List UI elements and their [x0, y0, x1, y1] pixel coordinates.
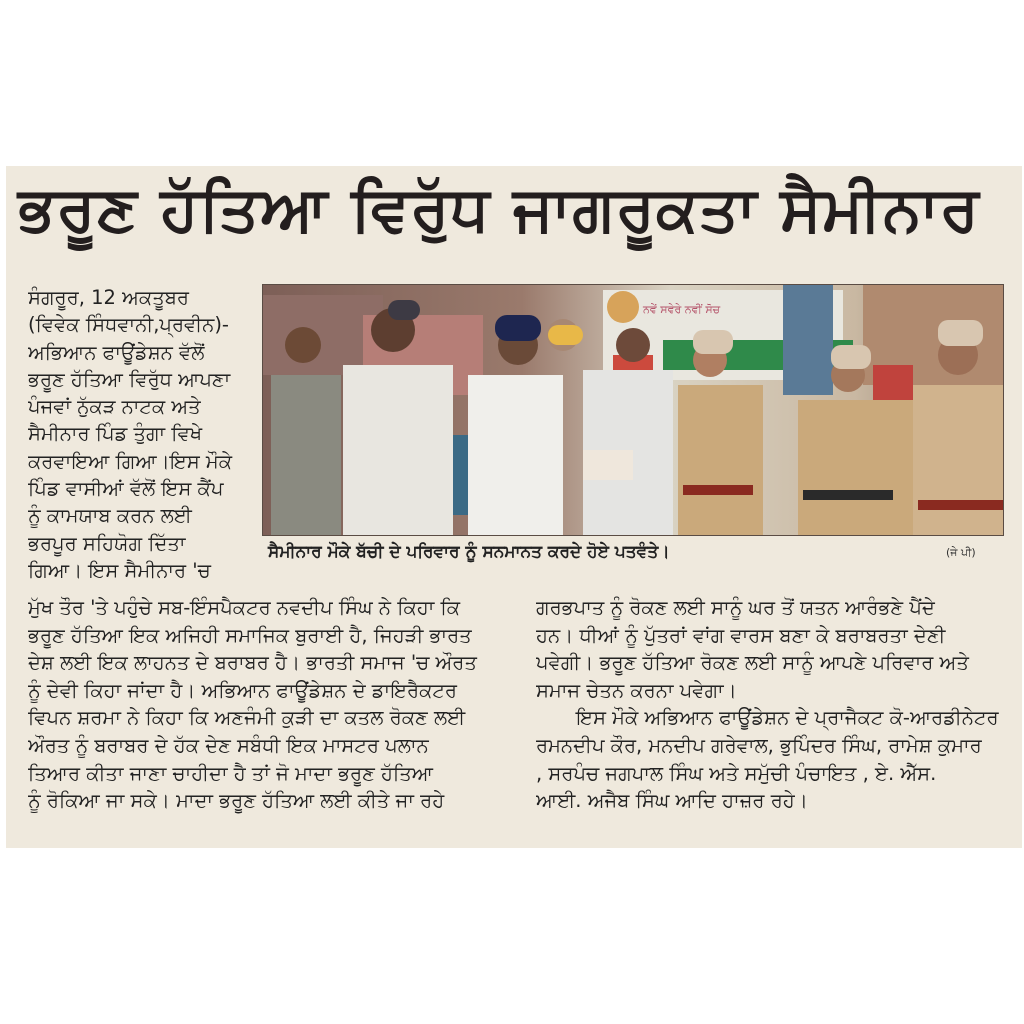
body-line: ਰਮਨਦੀਪ ਕੌਰ, ਮਨਦੀਪ ਗਰੇਵਾਲ, ਭੁਪਿੰਦਰ ਸਿੰਘ, ਰਾਮੇਸ਼ ਕੁਮਾਰ — [536, 733, 982, 757]
body-line: ਭਰੂਣ ਹੱਤਿਆ ਇਕ ਅਜਿਹੀ ਸਮਾਜਿਕ ਬੁਰਾਈ ਹੈ, ਜਿਹੜੀ ਭਾਰਤ — [28, 623, 472, 647]
lead-line: ਪੰਜਵਾਂ ਨੁੱਕੜ ਨਾਟਕ ਅਤੇ — [28, 395, 201, 419]
lead-line: ਨੂੰ ਕਾਮਯਾਬ ਕਰਨ ਲਈ — [28, 504, 192, 528]
lead-line: (ਵਿਵੇਕ ਸਿੰਧਵਾਨੀ,ਪ੍ਰਵੀਨ)- — [28, 313, 229, 337]
body-line: ਪਵੇਗੀ। ਭਰੂਣ ਹੱਤਿਆ ਰੋਕਣ ਲਈ ਸਾਨੂੰ ਆਪਣੇ ਪਰਿਵਾਰ ਅਤੇ — [536, 651, 969, 675]
lead-line: ਗਿਆ। ਇਸ ਸੈਮੀਨਾਰ 'ਚ — [28, 558, 211, 582]
newspaper-clipping — [6, 166, 1022, 848]
body-line: ਗਰਭਪਾਤ ਨੂੰ ਰੋਕਣ ਲਈ ਸਾਨੂੰ ਘਰ ਤੋਂ ਯਤਨ ਆਰੰਭਣੇ ਪੈਂਦੇ — [536, 596, 935, 619]
news-photo — [262, 284, 1004, 536]
lead-line: ਪਿੰਡ ਵਾਸੀਆਂ ਵੱਲੋਂ ਇਸ ਕੈਂਪ — [28, 477, 224, 501]
article-body-left — [28, 594, 508, 815]
lead-line: ਸੰਗਰੂਰ, 12 ਅਕਤੂਬਰ — [28, 286, 189, 309]
body-line: ਨੂੰ ਦੇਵੀ ਕਿਹਾ ਜਾਂਦਾ ਹੈ। ਅਭਿਆਨ ਫਾਊਂਡੇਸ਼ਨ ਦੇ ਡਾਇਰੈਕਟਰ — [28, 678, 457, 702]
body-line: ਹਨ। ਧੀਆਂ ਨੂੰ ਪੁੱਤਰਾਂ ਵਾਂਗ ਵਾਰਸ ਬਣਾ ਕੇ ਬਰਾਬਰਤਾ ਦੇਣੀ — [536, 623, 946, 647]
lead-line: ਸੈਮੀਨਾਰ ਪਿੰਡ ਤੁੰਗਾ ਵਿਖੇ — [28, 422, 203, 446]
body-line: ਸਮਾਜ ਚੇਤਨ ਕਰਨਾ ਪਵੇਗਾ। — [536, 678, 737, 702]
body-line: ਮੁੱਖ ਤੌਰ 'ਤੇ ਪਹੁੰਚੇ ਸਬ-ਇੰਸਪੈਕਟਰ ਨਵਦੀਪ ਸਿੰਘ ਨੇ ਕਿਹਾ ਕਿ — [28, 596, 461, 619]
article-lead-column — [28, 284, 258, 584]
lead-line: ਭਰਪੂਰ ਸਹਿਯੋਗ ਦਿੱਤਾ — [28, 531, 186, 555]
banner-text: ਨਵੇਂ ਸਵੇਰੇ ਨਵੀਂ ਸੋਚ — [643, 303, 721, 316]
body-line: ਇਸ ਮੌਕੇ ਅਭਿਆਨ ਫਾਊਂਡੇਸ਼ਨ ਦੇ ਪ੍ਰਾਜੈਕਟ ਕੋ-ਆਰਡੀਨੇਟਰ — [576, 706, 999, 730]
news-photo-illustration — [263, 285, 1003, 535]
body-line: ਔਰਤ ਨੂੰ ਬਰਾਬਰ ਦੇ ਹੱਕ ਦੇਣ ਸਬੰਧੀ ਇਕ ਮਾਸਟਰ ਪਲਾਨ — [28, 733, 429, 757]
body-line: ਦੇਸ਼ ਲਈ ਇਕ ਲਾਹਨਤ ਦੇ ਬਰਾਬਰ ਹੈ। ਭਾਰਤੀ ਸਮਾਜ 'ਚ ਔਰਤ — [28, 651, 477, 675]
headline: ਭਰੂਣ ਹੱਤਿਆ ਵਿਰੁੱਧ ਜਾਗਰੂਕਤਾ ਸੈਮੀਨਾਰ — [18, 172, 980, 245]
lead-line: ਕਰਵਾਇਆ ਗਿਆ।ਇਸ ਮੌਕੇ — [28, 449, 233, 473]
body-line: ਵਿਪਨ ਸ਼ਰਮਾ ਨੇ ਕਿਹਾ ਕਿ ਅਣਜੰਮੀ ਕੁੜੀ ਦਾ ਕਤਲ ਰੋਕਣ ਲਈ — [28, 706, 466, 730]
body-line: ਨੂੰ ਰੋਕਿਆ ਜਾ ਸਕੇ। ਮਾਦਾ ਭਰੂਣ ਹੱਤਿਆ ਲਈ ਕੀਤੇ ਜਾ ਰਹੇ — [28, 789, 445, 813]
article-body-right — [536, 594, 1014, 815]
body-line: ਤਿਆਰ ਕੀਤਾ ਜਾਣਾ ਚਾਹੀਦਾ ਹੈ ਤਾਂ ਜੋ ਮਾਦਾ ਭਰੂਣ ਹੱਤਿਆ — [28, 761, 433, 785]
lead-line: ਭਰੂਣ ਹੱਤਿਆ ਵਿਰੁੱਧ ਆਪਣਾ — [28, 367, 231, 391]
photo-caption: ਸੈਮੀਨਾਰ ਮੌਕੇ ਬੱਚੀ ਦੇ ਪਰਿਵਾਰ ਨੂੰ ਸਨਮਾਨਤ ਕਰਦੇ ਹੋਏ ਪਤਵੰਤੇ। — [268, 542, 670, 562]
body-line: ਆਈ. ਅਜੈਬ ਸਿੰਘ ਆਦਿ ਹਾਜ਼ਰ ਰਹੇ। — [536, 789, 808, 813]
body-line: , ਸਰਪੰਚ ਜਗਪਾਲ ਸਿੰਘ ਅਤੇ ਸਮੁੱਚੀ ਪੰਚਾਇਤ , ਏ. ਐੱਸ. — [536, 761, 937, 785]
lead-line: ਅਭਿਆਨ ਫਾਊਂਡੇਸ਼ਨ ਵੱਲੋਂ — [28, 340, 205, 364]
photo-credit: (ਜੇ ਪੀ) — [946, 546, 976, 559]
